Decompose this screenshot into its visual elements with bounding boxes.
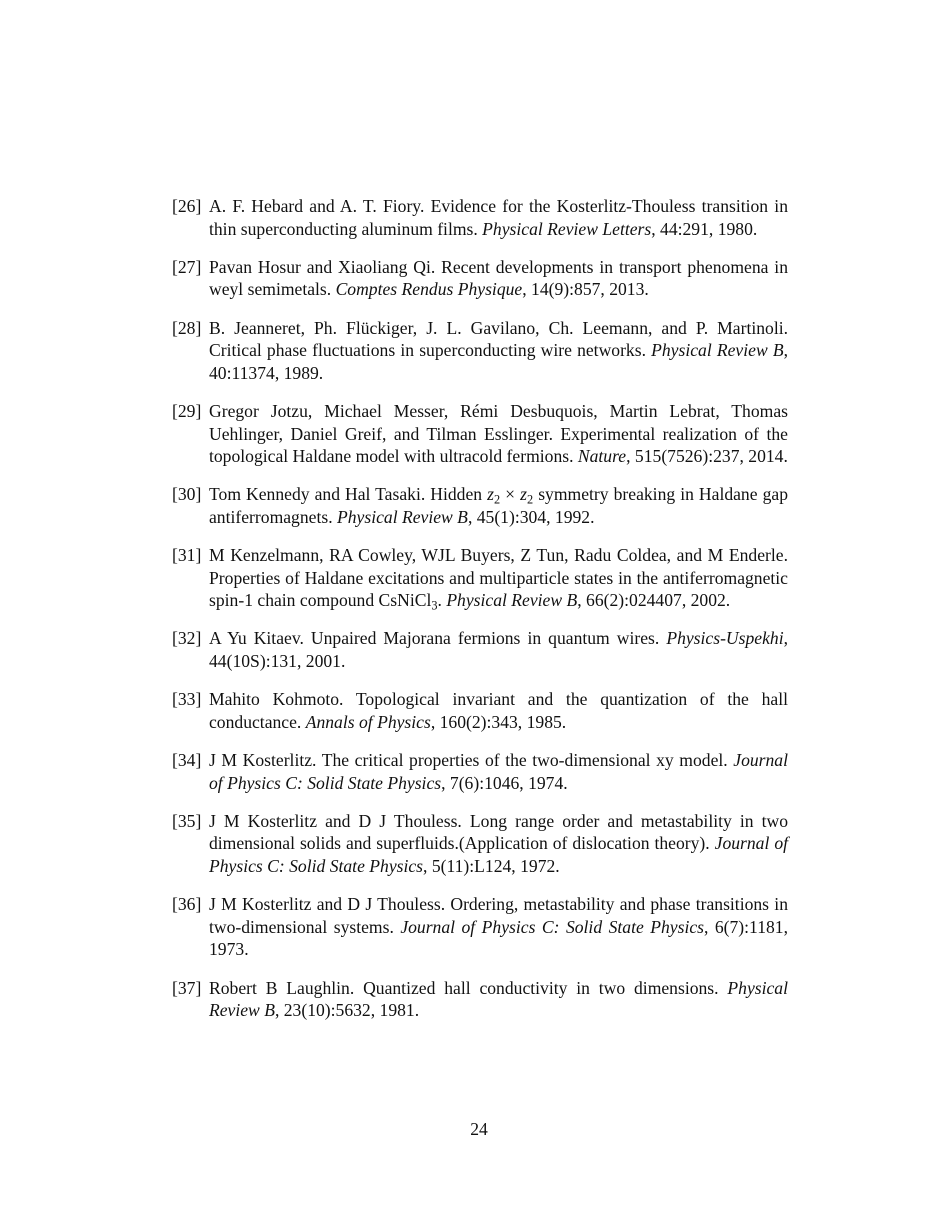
reference-number: [29] <box>172 400 202 421</box>
reference-text: J M Kosterlitz and D J Thouless. Ordering, metastability and phase transitions in two-dimensional systems. Journal of Physics C: Solid State Physics, 6(7):1181, 1973. <box>209 894 788 960</box>
reference-text: Tom Kennedy and Hal Tasaki. Hidden $z_2 \times z_2$ symmetry breaking in Haldane gap antiferromagnets. Physical Review B, 45(1):304, 1992. <box>209 484 788 527</box>
journal-title: Annals of Physics <box>305 711 431 732</box>
reference-item-32 <box>172 627 788 672</box>
reference-text: A. F. Hebard and A. T. Fiory. Evidence for the Kosterlitz-Thouless transition in thin superconducting aluminum films. Physical Review Letters, 44:291, 1980. <box>209 196 788 239</box>
reference-item-37 <box>172 977 788 1022</box>
reference-text: B. Jeanneret, Ph. Flückiger, J. L. Gavilano, Ch. Leemann, and P. Martinoli. Critical phase fluctuations in superconducting wire networks. Physical Review B, 40:11374, 1989. <box>209 317 788 383</box>
reference-number: [36] <box>172 894 202 915</box>
journal-title: Journal of Physics C: Solid State Physics <box>400 916 704 937</box>
reference-item-31 <box>172 544 788 612</box>
reference-number: [26] <box>172 196 202 216</box>
math-variable: z <box>520 484 527 505</box>
reference-item-28 <box>172 317 788 385</box>
reference-text: M Kenzelmann, RA Cowley, WJL Buyers, Z Tun, Radu Coldea, and M Enderle. Properties of Haldane excitations and multiparticle states in the antiferromagnetic spin-1 chain compound CsNiCl$_3$. Physical Review B, 66(2):024407, 2002. <box>209 545 788 613</box>
reference-item-26 <box>172 195 788 240</box>
reference-item-35 <box>172 810 788 878</box>
journal-title: Journal of Physics C: Solid State Physics <box>209 833 788 876</box>
reference-number: [34] <box>172 750 202 771</box>
reference-item-29 <box>172 400 788 468</box>
reference-text: J M Kosterlitz. The critical properties of the two-dimensional xy model. Journal of Physics C: Solid State Physics, 7(6):1046, 1974. <box>209 750 788 793</box>
reference-text: Gregor Jotzu, Michael Messer, Rémi Desbuquois, Martin Lebrat, Thomas Uehlinger, Daniel Greif, and Tilman Esslinger. Experimental realization of the topological Haldane model with ultracold fermions. Nature, 515(7526):237, 2014. <box>209 400 788 467</box>
page-number: 24 <box>470 1119 488 1139</box>
reference-number: [27] <box>172 256 202 277</box>
reference-number: [30] <box>172 484 202 505</box>
journal-title: Physical Review B <box>446 590 578 611</box>
reference-number: [32] <box>172 628 202 649</box>
reference-item-27 <box>172 256 788 301</box>
math-subscript: 2 <box>527 493 534 507</box>
reference-number: [35] <box>172 810 202 831</box>
reference-number: [28] <box>172 317 202 338</box>
reference-list <box>172 195 788 1037</box>
reference-text: Robert B Laughlin. Quantized hall conductivity in two dimensions. Physical Review B, 23(10):5632, 1981. <box>209 977 788 1021</box>
reference-text: Mahito Kohmoto. Topological invariant and the quantization of the hall conductance. Annals of Physics, 160(2):343, 1985. <box>209 689 788 732</box>
journal-title: Physical Review B <box>209 977 788 1021</box>
journal-title: Physical Review B <box>651 340 784 361</box>
reference-text: Pavan Hosur and Xiaoliang Qi. Recent developments in transport phenomena in weyl semimetals. Comptes Rendus Physique, 14(9):857, 2013. <box>209 256 788 300</box>
journal-title: Comptes Rendus Physique <box>335 279 523 300</box>
reference-text: A Yu Kitaev. Unpaired Majorana fermions in quantum wires. Physics-Uspekhi, 44(10S):131, 2001. <box>209 628 788 672</box>
math-subscript: 2 <box>493 493 501 507</box>
chemical-subscript: 3 <box>431 598 438 613</box>
journal-title: Nature <box>577 446 627 467</box>
journal-title: Physical Review Letters <box>482 218 652 239</box>
journal-title: Physics-Uspekhi <box>666 628 784 649</box>
reference-item-30 <box>172 483 788 528</box>
journal-title: Journal of Physics C: Solid State Physics <box>209 750 788 793</box>
reference-item-33 <box>172 688 788 733</box>
reference-text: J M Kosterlitz and D J Thouless. Long range order and metastability in two dimensional solids and superfluids.(Application of dislocation theory). Journal of Physics C: Solid State Physics, 5(11):L124, 1972. <box>209 810 788 876</box>
reference-number: [37] <box>172 977 202 998</box>
math-times-symbol: × <box>500 484 521 505</box>
reference-number: [33] <box>172 689 202 710</box>
math-variable: z <box>487 484 494 505</box>
reference-item-36 <box>172 893 788 961</box>
journal-title: Physical Review B <box>337 506 468 527</box>
reference-number: [31] <box>172 545 202 566</box>
reference-item-34 <box>172 749 788 794</box>
